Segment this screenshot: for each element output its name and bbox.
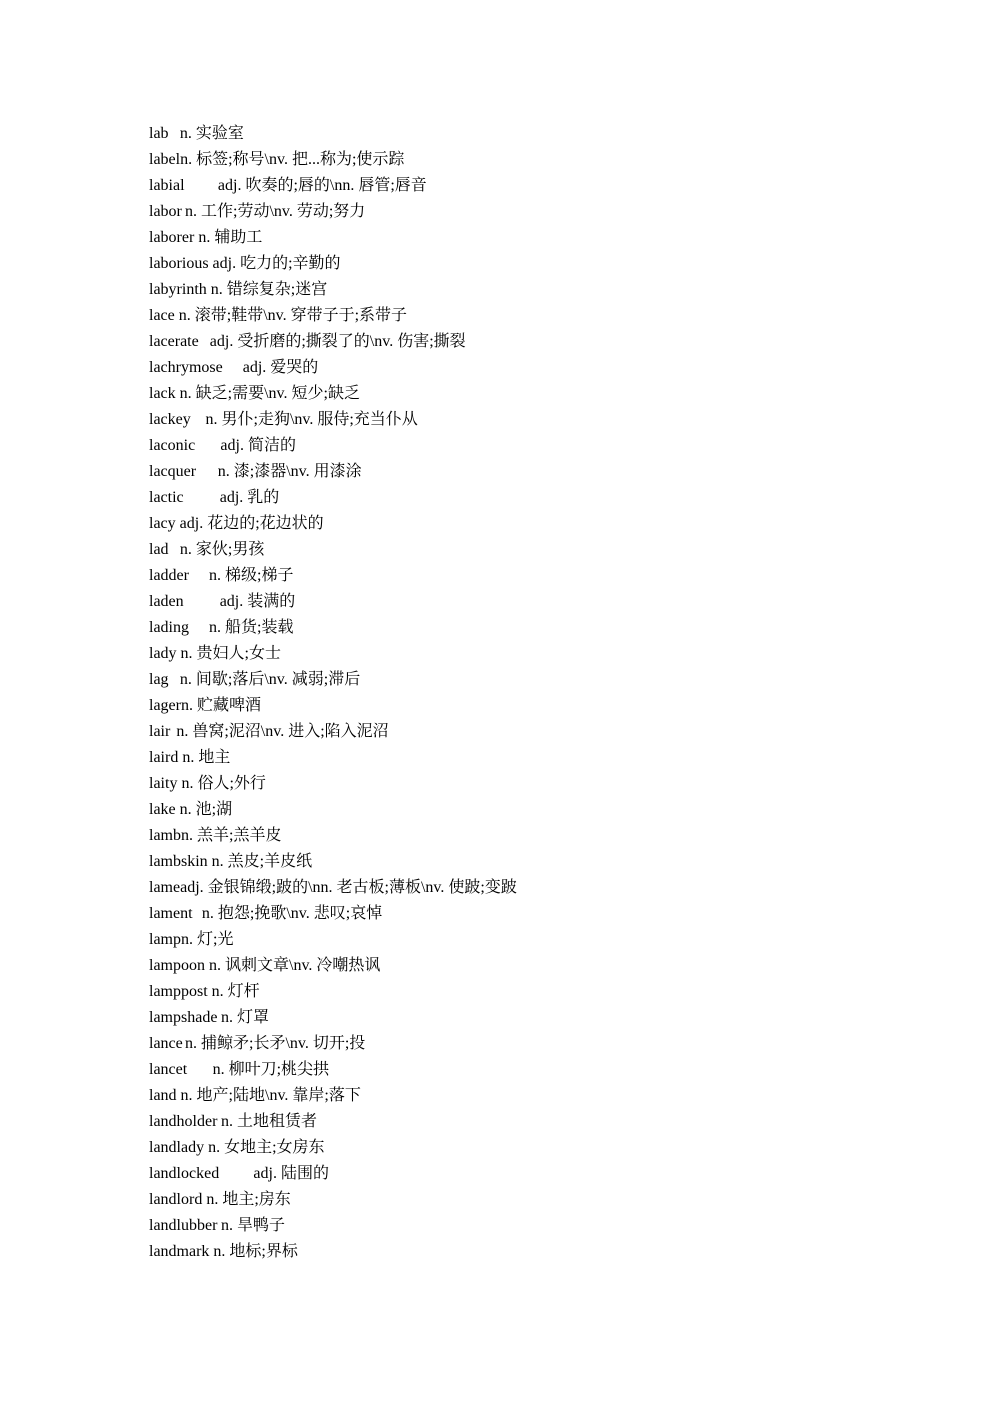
vocabulary-entry: lacerate adj. 受折磨的;撕裂了的\nv. 伤害;撕裂 <box>149 333 466 350</box>
vocabulary-entry: landlubber n. 旱鸭子 <box>149 1217 286 1234</box>
vocabulary-list <box>149 121 949 1265</box>
vocabulary-entry: labeln. 标签;称号\nv. 把...称为;使示踪 <box>149 151 405 168</box>
vocabulary-entry: lady n. 贵妇人;女士 <box>149 645 281 662</box>
vocabulary-entry: laden adj. 装满的 <box>149 593 296 610</box>
vocabulary-entry: landlocked adj. 陆围的 <box>149 1165 329 1182</box>
vocabulary-entry: lactic adj. 乳的 <box>149 489 280 506</box>
vocabulary-entry: lampshade n. 灯罩 <box>149 1009 270 1026</box>
vocabulary-entry: lagern. 贮藏啤酒 <box>149 697 261 714</box>
vocabulary-entry: lancet n. 柳叶刀;桃尖拱 <box>149 1061 330 1078</box>
vocabulary-entry: laborer n. 辅助工 <box>149 229 263 246</box>
vocabulary-entry: laconic adj. 简洁的 <box>149 437 296 454</box>
vocabulary-entry: lair n. 兽窝;泥沼\nv. 进入;陷入泥沼 <box>149 723 389 740</box>
vocabulary-entry: labial adj. 吹奏的;唇的\nn. 唇管;唇音 <box>149 177 427 194</box>
vocabulary-entry: lampn. 灯;光 <box>149 931 234 948</box>
vocabulary-entry: labor n. 工作;劳动\nv. 劳动;努力 <box>149 203 366 220</box>
vocabulary-entry: lad n. 家伙;男孩 <box>149 541 265 558</box>
vocabulary-entry: lag n. 间歇;落后\nv. 减弱;滞后 <box>149 671 361 688</box>
vocabulary-entry: landlord n. 地主;房东 <box>149 1191 291 1208</box>
vocabulary-entry: lading n. 船货;装载 <box>149 619 294 636</box>
vocabulary-entry: lace n. 滚带;鞋带\nv. 穿带子于;系带子 <box>149 307 408 324</box>
vocabulary-entry: laird n. 地主 <box>149 749 231 766</box>
vocabulary-entry: lab n. 实验室 <box>149 125 244 142</box>
vocabulary-entry: lacquer n. 漆;漆器\nv. 用漆涂 <box>149 463 362 480</box>
vocabulary-entry: lackey n. 男仆;走狗\nv. 服侍;充当仆从 <box>149 411 418 428</box>
vocabulary-entry: landmark n. 地标;界标 <box>149 1243 298 1260</box>
vocabulary-entry: lacy adj. 花边的;花边状的 <box>149 515 324 532</box>
vocabulary-entry: lance n. 捕鲸矛;长矛\nv. 切开;投 <box>149 1035 366 1052</box>
vocabulary-entry: lampoon n. 讽刺文章\nv. 冷嘲热讽 <box>149 957 381 974</box>
vocabulary-entry: lambn. 羔羊;羔羊皮 <box>149 827 282 844</box>
vocabulary-entry: lack n. 缺乏;需要\nv. 短少;缺乏 <box>149 385 360 402</box>
vocabulary-entry: lameadj. 金银锦缎;跛的\nn. 老古板;薄板\nv. 使跛;变跛 <box>149 879 517 896</box>
vocabulary-entry: lamppost n. 灯杆 <box>149 983 260 1000</box>
vocabulary-entry: lambskin n. 羔皮;羊皮纸 <box>149 853 313 870</box>
vocabulary-entry: labyrinth n. 错综复杂;迷宫 <box>149 281 328 298</box>
vocabulary-entry: ladder n. 梯级;梯子 <box>149 567 294 584</box>
vocabulary-entry: laity n. 俗人;外行 <box>149 775 266 792</box>
vocabulary-entry: lake n. 池;湖 <box>149 801 233 818</box>
vocabulary-entry: landholder n. 土地租赁者 <box>149 1113 318 1130</box>
vocabulary-entry: land n. 地产;陆地\nv. 靠岸;落下 <box>149 1087 361 1104</box>
vocabulary-entry: lament n. 抱怨;挽歌\nv. 悲叹;哀悼 <box>149 905 383 922</box>
vocabulary-entry: lachrymose adj. 爱哭的 <box>149 359 319 376</box>
vocabulary-entry: laborious adj. 吃力的;辛勤的 <box>149 255 341 272</box>
vocabulary-entry: landlady n. 女地主;女房东 <box>149 1139 325 1156</box>
